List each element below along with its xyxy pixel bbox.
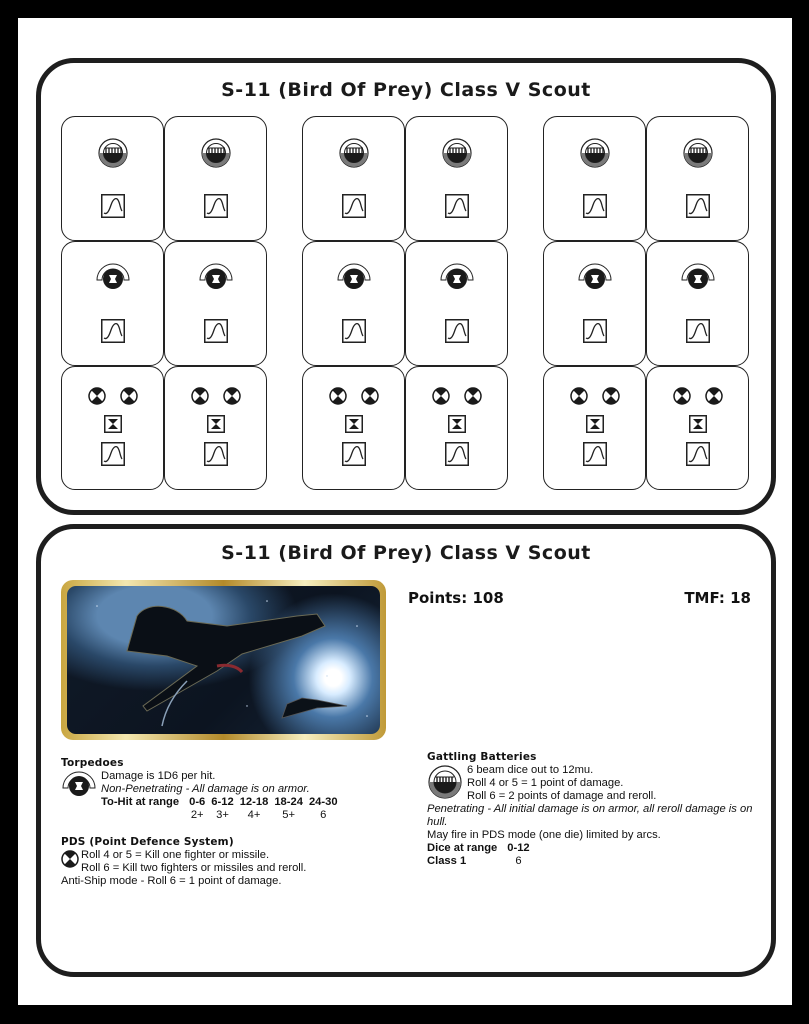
class-label: Class 1 <box>427 855 467 867</box>
torpedoes-section <box>61 757 401 822</box>
gatling-line1: 6 beam dice out to 12mu. <box>467 764 594 776</box>
pds-icon <box>432 387 450 405</box>
ssd-group-1 <box>61 116 267 490</box>
torpedo-icon <box>578 262 612 290</box>
torpedo-icon <box>337 262 371 290</box>
gatling-icon <box>682 137 714 169</box>
torpedoes-line1: Damage is 1D6 per hit. <box>101 770 216 782</box>
range-header: 6-12 <box>211 796 234 808</box>
system-box-torpedo[interactable] <box>646 241 749 366</box>
system-box-torpedo[interactable] <box>164 241 267 366</box>
torpedoes-heading: Torpedoes <box>61 757 124 769</box>
gatling-icon <box>338 137 370 169</box>
pds-icon <box>191 387 209 405</box>
gatling-section <box>427 751 757 868</box>
data-card <box>36 524 776 977</box>
system-sine-icon <box>686 194 710 218</box>
system-sine-icon <box>445 319 469 343</box>
range-header: 24-30 <box>308 796 338 808</box>
system-sine-icon <box>342 442 366 466</box>
range-value: 6 <box>320 809 327 821</box>
fire-control-icon <box>448 415 466 433</box>
system-box-pds[interactable] <box>405 366 508 490</box>
system-box-pds[interactable] <box>61 366 164 490</box>
pds-section <box>61 836 401 888</box>
points-value: Points: 108 <box>408 589 504 607</box>
gatling-line3: Roll 6 = 2 points of damage and reroll. <box>467 790 657 802</box>
gatling-icon <box>200 137 232 169</box>
fire-control-icon <box>345 415 363 433</box>
pds-line1: Roll 4 or 5 = Kill one fighter or missile. <box>81 849 270 861</box>
range-header: 12-18 <box>239 796 269 808</box>
system-sine-icon <box>686 319 710 343</box>
system-box-gatling[interactable] <box>646 116 749 241</box>
range-value: 4+ <box>247 809 261 821</box>
system-sine-icon <box>101 194 125 218</box>
pds-icon <box>361 387 379 405</box>
system-box-torpedo[interactable] <box>543 241 646 366</box>
system-sine-icon <box>445 442 469 466</box>
pds-line2: Roll 6 = Kill two fighters or missiles and reroll. <box>81 862 307 874</box>
dice-range-label: Dice at range <box>427 842 498 854</box>
system-sine-icon <box>342 319 366 343</box>
system-sine-icon <box>445 194 469 218</box>
system-sine-icon <box>204 194 228 218</box>
gatling-icon <box>441 137 473 169</box>
gatling-line5: May fire in PDS mode (one die) limited by arcs. <box>427 829 661 841</box>
torpedo-icon <box>199 262 233 290</box>
range-value: 2+ <box>190 809 204 821</box>
pds-icon <box>223 387 241 405</box>
torpedoes-range-table <box>101 796 344 822</box>
gatling-line4: Penetrating - All initial damage is on armor, all reroll damage is on hull. <box>427 803 753 828</box>
pds-heading: PDS (Point Defence System) <box>61 836 234 848</box>
range-value: 3+ <box>216 809 229 821</box>
system-sine-icon <box>101 319 125 343</box>
system-box-pds[interactable] <box>302 366 405 490</box>
system-box-pds[interactable] <box>646 366 749 490</box>
ship-image <box>67 586 380 734</box>
pds-icon <box>88 387 106 405</box>
fire-control-icon <box>689 415 707 433</box>
torpedo-icon <box>440 262 474 290</box>
system-sine-icon <box>101 442 125 466</box>
ssd-group-2 <box>302 116 508 490</box>
ssd-group-3 <box>543 116 749 490</box>
gatling-line2: Roll 4 or 5 = 1 point of damage. <box>467 777 624 789</box>
system-box-torpedo[interactable] <box>302 241 405 366</box>
system-box-gatling[interactable] <box>302 116 405 241</box>
system-sine-icon <box>342 194 366 218</box>
torpedo-icon <box>96 262 130 290</box>
fire-control-icon <box>104 415 122 433</box>
ship-image-frame <box>61 580 386 740</box>
gatling-icon <box>427 764 463 800</box>
system-sine-icon <box>204 319 228 343</box>
pds-icon <box>602 387 620 405</box>
system-sine-icon <box>686 442 710 466</box>
range-header: 0-6 <box>189 796 206 808</box>
range-value: 5+ <box>282 809 295 821</box>
ssd-title: S-11 (Bird Of Prey) Class V Scout <box>221 79 591 101</box>
system-sine-icon <box>583 194 607 218</box>
system-sine-icon <box>583 319 607 343</box>
torpedo-icon <box>61 770 97 796</box>
torpedoes-line2: Non-Penetrating - All damage is on armor. <box>101 783 310 795</box>
system-box-gatling[interactable] <box>543 116 646 241</box>
system-sine-icon <box>204 442 228 466</box>
class-value: 6 <box>515 855 522 867</box>
datacard-title: S-11 (Bird Of Prey) Class V Scout <box>221 542 591 564</box>
tmf-value: TMF: 18 <box>684 589 751 607</box>
system-box-gatling[interactable] <box>61 116 164 241</box>
system-box-pds[interactable] <box>164 366 267 490</box>
torpedo-icon <box>681 262 715 290</box>
gatling-icon <box>579 137 611 169</box>
fire-control-icon <box>207 415 225 433</box>
pds-icon <box>120 387 138 405</box>
pds-icon <box>464 387 482 405</box>
system-box-torpedo[interactable] <box>61 241 164 366</box>
system-box-gatling[interactable] <box>405 116 508 241</box>
range-label: To-Hit at range <box>101 796 180 808</box>
pds-icon <box>329 387 347 405</box>
range-header: 18-24 <box>274 796 303 808</box>
pds-line3: Anti-Ship mode - Roll 6 = 1 point of damage. <box>61 875 282 887</box>
dice-range-header: 0-12 <box>507 842 530 854</box>
gatling-heading: Gattling Batteries <box>427 751 537 763</box>
pds-icon <box>673 387 691 405</box>
system-box-pds[interactable] <box>543 366 646 490</box>
pds-icon <box>61 850 79 868</box>
system-box-gatling[interactable] <box>164 116 267 241</box>
pds-icon <box>570 387 588 405</box>
system-sine-icon <box>583 442 607 466</box>
ssd-card <box>36 58 776 515</box>
pds-icon <box>705 387 723 405</box>
page <box>18 18 792 1005</box>
fire-control-icon <box>586 415 604 433</box>
gatling-range-table <box>427 842 536 868</box>
gatling-icon <box>97 137 129 169</box>
system-box-torpedo[interactable] <box>405 241 508 366</box>
